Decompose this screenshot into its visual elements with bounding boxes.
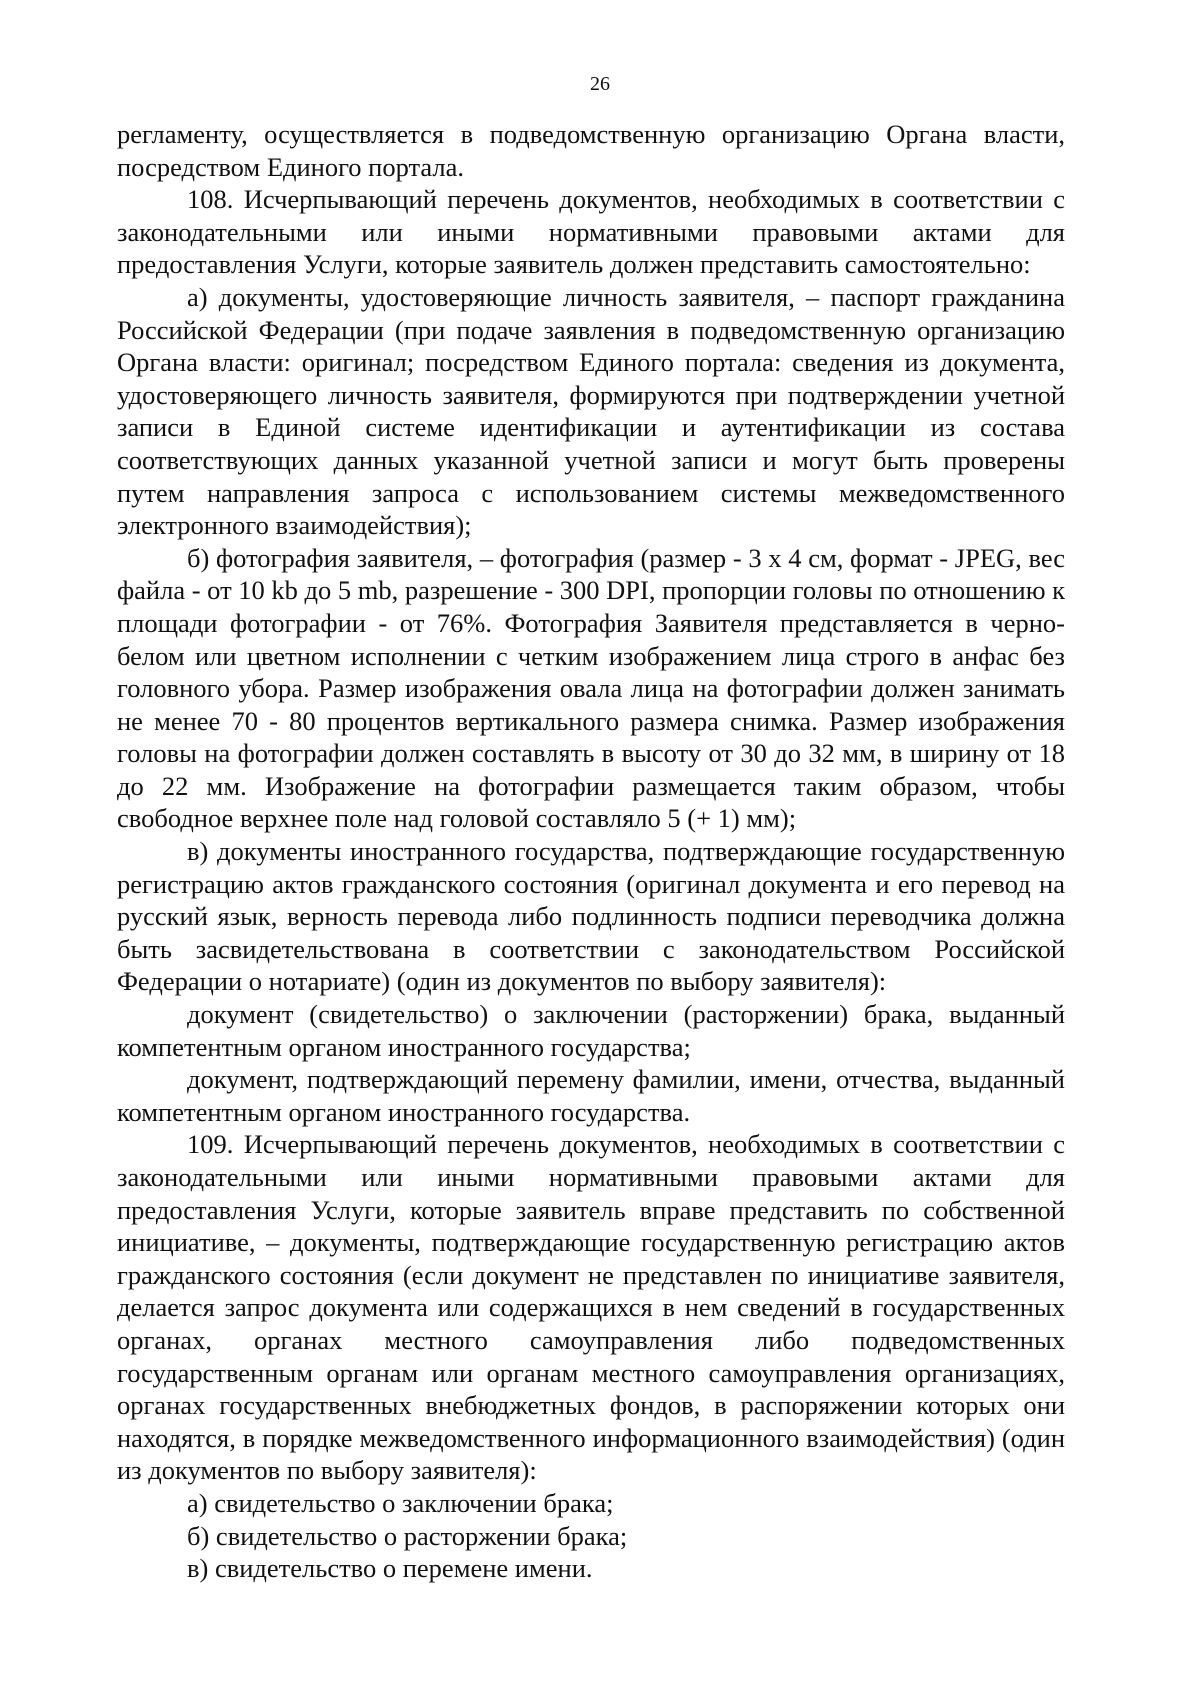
paragraph-continuation: регламенту, осуществляется в подведомственную организацию Органа власти, посредством Единого портала. [117, 119, 1065, 182]
page-number: 26 [590, 73, 610, 95]
paragraph-108-b: б) фотография заявителя, – фотография (размер - 3 х 4 см, формат - JPEG, вес файла - от 10 kb до 5 mb, разрешение - 300 DPI, пропорции головы по отношению к площади фотографии - от 76%. Фотография Заявителя представляется в черно-белом или цветном исполнении с четким изображением лица строго в анфас без головного убора. Размер изображения овала лица на фотографии должен занимать не менее 70 - 80 процентов вертикального размера снимка. Размер изображения головы на фотографии должен составлять в высоту от 30 до 32 мм, в ширину от 18 до 22 мм. Изображение на фотографии размещается таким образом, чтобы свободное верхнее поле над головой составляло 5 (+ 1) мм); [117, 542, 1065, 834]
paragraph-108-v: в) документы иностранного государства, подтверждающие государственную регистрацию актов гражданского состояния (оригинал документа и его перевод на русский язык, верность перевода либо подлинность подписи переводчика должна быть засвидетельствована в соответствии с законодательством Российской Федерации о нотариате) (один из документов по выбору заявителя): [117, 836, 1065, 997]
paragraph-marriage-document: документ (свидетельство) о заключении (расторжении) брака, выданный компетентным органом иностранного государства; [117, 999, 1065, 1062]
paragraph-name-change-document: документ, подтверждающий перемену фамилии, имени, отчества, выданный компетентным органом иностранного государства. [117, 1064, 1065, 1127]
paragraph-108: 108. Исчерпывающий перечень документов, необходимых в соответствии с законодательными или иными нормативными правовыми актами для предоставления Услуги, которые заявитель должен представить самостоятельно: [117, 184, 1065, 280]
document-body [117, 118, 1065, 1585]
paragraph-109-b: б) свидетельство о расторжении брака; [187, 1520, 628, 1551]
paragraph-109-a: а) свидетельство о заключении брака; [187, 1487, 614, 1518]
paragraph-109: 109. Исчерпывающий перечень документов, необходимых в соответствии с законодательными или иными нормативными правовыми актами для предоставления Услуги, которые заявитель вправе представить по собственной инициативе, – документы, подтверждающие государственную регистрацию актов гражданского состояния (если документ не представлен по инициативе заявителя, делается запрос документа или содержащихся в нем сведений в государственных органах, органах местного самоуправления либо подведомственных государственным органам или органам местного самоуправления организациях, органах государственных внебюджетных фондов, в распоряжении которых они находятся, в порядке межведомственного информационного взаимодействия) (один из документов по выбору заявителя): [117, 1129, 1065, 1486]
paragraph-109-v: в) свидетельство о перемене имени. [187, 1553, 593, 1584]
paragraph-108-a: а) документы, удостоверяющие личность заявителя, – паспорт гражданина Российской Федерации (при подаче заявления в подведомственную организацию Органа власти: оригинал; посредством Единого портала: сведения из документа, удостоверяющего личность заявителя, формируются при подтверждении учетной записи в Единой системе идентификации и аутентификации из состава соответствующих данных указанной учетной записи и могут быть проверены путем направления запроса с использованием системы межведомственного электронного взаимодействия); [117, 281, 1065, 541]
